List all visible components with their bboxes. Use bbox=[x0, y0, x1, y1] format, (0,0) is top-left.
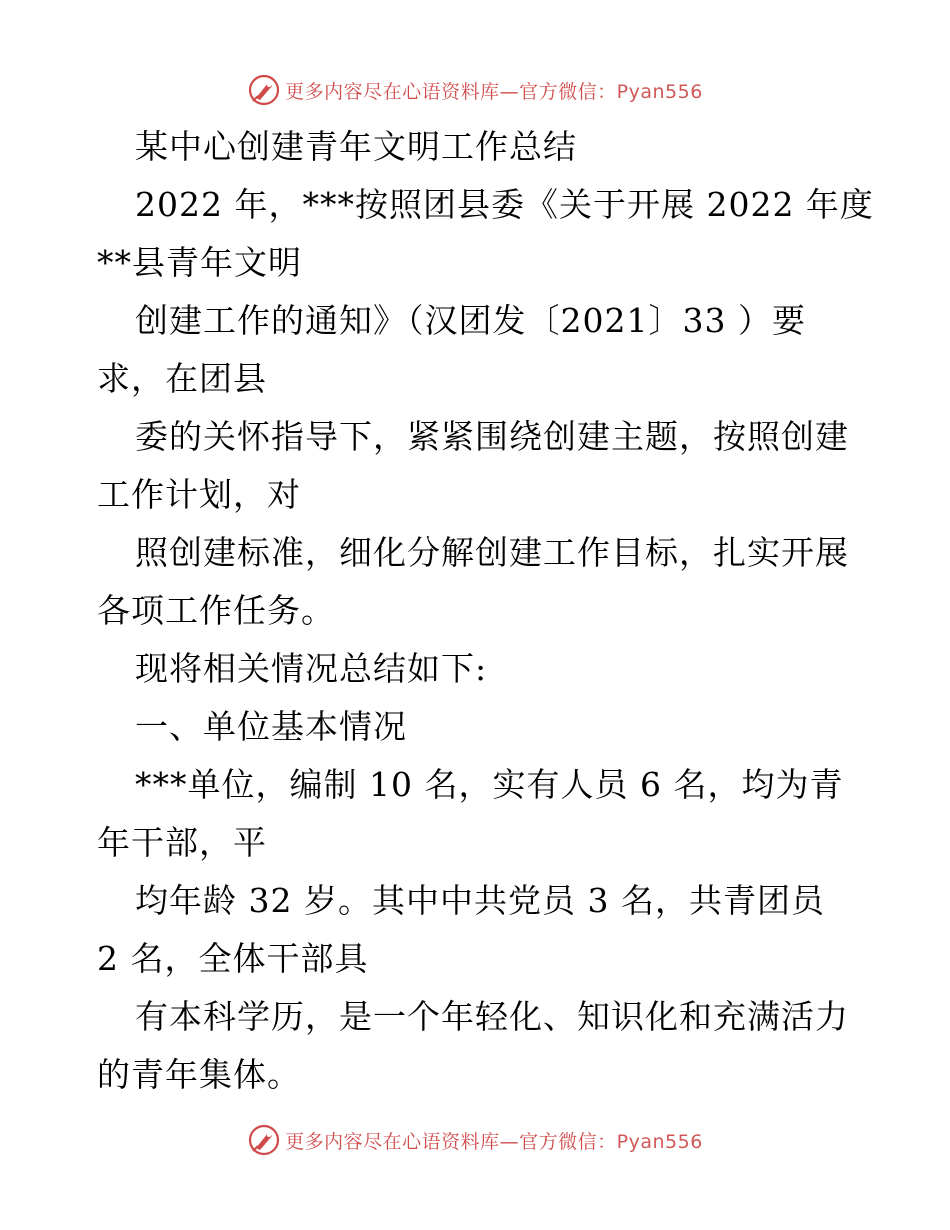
text-line: 均年龄 32 岁。其中中共党员 3 名，共青团员 bbox=[135, 881, 825, 920]
wechat-id: Pyan556 bbox=[616, 80, 703, 103]
text-line: 的青年集体。 bbox=[97, 1055, 301, 1094]
header-watermark-banner bbox=[0, 70, 950, 110]
text-line: 某中心创建青年文明工作总结 bbox=[135, 127, 577, 166]
text-line: 一、单位基本情况 bbox=[135, 707, 407, 746]
footer-watermark-banner bbox=[0, 1120, 950, 1160]
text-line: 委的关怀指导下，紧紧围绕创建主题，按照创建 bbox=[135, 417, 849, 456]
pen-nib-logo-icon bbox=[247, 73, 281, 107]
text-line: 年干部，平 bbox=[97, 823, 267, 862]
text-line: 有本科学历，是一个年轻化、知识化和充满活力 bbox=[135, 997, 849, 1036]
pen-nib-logo-icon bbox=[247, 1123, 281, 1157]
watermark-text: 更多内容尽在心语资料库—官方微信：Pyan556 bbox=[285, 80, 703, 103]
watermark-text: 更多内容尽在心语资料库—官方微信：Pyan556 bbox=[285, 1130, 703, 1153]
text-line: 现将相关情况总结如下: bbox=[135, 649, 488, 688]
document-body bbox=[97, 118, 874, 1104]
text-line: 求，在团县 bbox=[97, 359, 267, 398]
text-line: 2 名，全体干部具 bbox=[97, 939, 369, 978]
text-line: 2022 年，***按照团县委《关于开展 2022 年度 bbox=[135, 185, 874, 224]
wechat-id: Pyan556 bbox=[616, 1130, 703, 1153]
text-line: **县青年文明 bbox=[97, 243, 302, 282]
text-line: 照创建标准，细化分解创建工作目标，扎实开展 bbox=[135, 533, 849, 572]
text-line: 各项工作任务。 bbox=[97, 591, 335, 630]
text-line: 工作计划，对 bbox=[97, 475, 301, 514]
text-line: ***单位，编制 10 名，实有人员 6 名，均为青 bbox=[135, 765, 844, 804]
text-line: 创建工作的通知》（汉团发〔2021〕33 ）要 bbox=[135, 301, 806, 340]
